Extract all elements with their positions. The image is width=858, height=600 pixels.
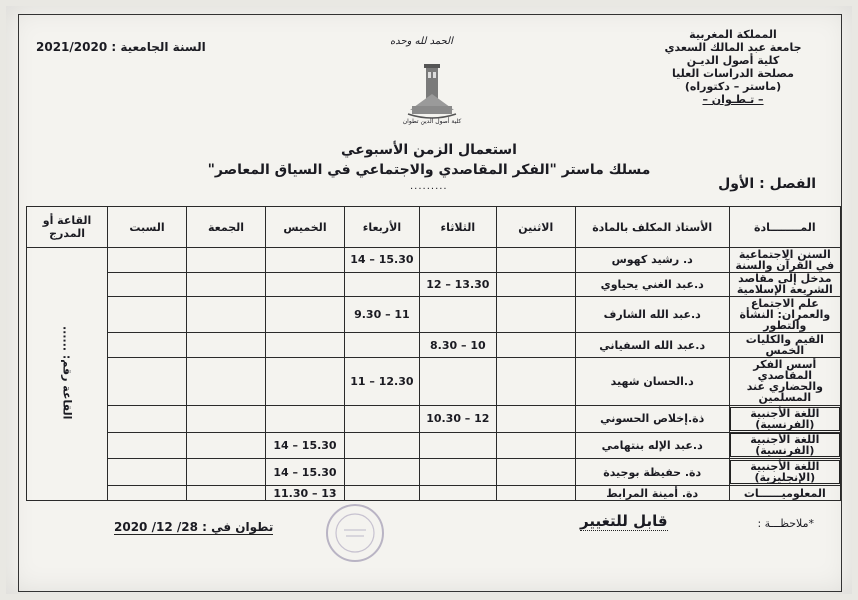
- subject-cell: [729, 297, 840, 333]
- subject-cell: [729, 357, 840, 405]
- official-stamp-icon: [324, 502, 386, 564]
- subject-label: اللغة الأجنبية (الفرنسية): [730, 433, 840, 457]
- hall-label: القاعة رقم: ......: [60, 325, 74, 420]
- time-cell-wed: [344, 333, 419, 358]
- header-tuesday: الثلاثاء: [419, 207, 496, 248]
- subject-cell: [729, 486, 840, 501]
- time-cell-mon: [496, 432, 575, 459]
- table-row: [27, 333, 841, 358]
- time-cell-fri: [187, 432, 266, 459]
- professor-cell: د.عبد الله الشارف: [575, 297, 729, 333]
- time-cell-sat: [108, 333, 187, 358]
- time-cell-wed: [344, 405, 419, 432]
- table-row: [27, 486, 841, 501]
- time-cell-sat: [108, 248, 187, 273]
- subject-label: السنن الاجتماعية في القرآن والسنة: [735, 247, 835, 272]
- subject-cell: [729, 405, 840, 432]
- time-cell-mon: [496, 459, 575, 486]
- time-cell-thu: 14 – 15.30: [265, 432, 344, 459]
- header-monday: الاثنين: [496, 207, 575, 248]
- time-cell-tue: 12 – 13.30: [419, 272, 496, 297]
- professor-cell: ذة.إخلاص الحسوني: [575, 405, 729, 432]
- time-cell-thu: [265, 297, 344, 333]
- time-cell-sat: [108, 357, 187, 405]
- time-cell-wed: 9.30 – 11: [344, 297, 419, 333]
- table-header-row: [27, 207, 841, 248]
- logo-caption: كلية أصول الدين تطوان: [402, 118, 462, 125]
- time-cell-tue: [419, 486, 496, 501]
- time-cell-mon: [496, 272, 575, 297]
- time-cell-tue: 8.30 – 10: [419, 333, 496, 358]
- table-row: [27, 272, 841, 297]
- ministry-line: – تـطـوان –: [702, 93, 764, 106]
- time-cell-wed: 14 – 15.30: [344, 248, 419, 273]
- time-cell-mon: [496, 297, 575, 333]
- time-cell-sat: [108, 297, 187, 333]
- time-cell-tue: [419, 248, 496, 273]
- table-row: [27, 459, 841, 486]
- footer-date: تطوان في : 28/ 12/ 2020: [114, 520, 274, 534]
- time-cell-sat: [108, 405, 187, 432]
- timetable: [26, 206, 841, 501]
- time-cell-fri: [187, 459, 266, 486]
- time-cell-sat: [108, 486, 187, 501]
- table-row: [27, 432, 841, 459]
- subject-label: مدخل إلى مقاصد الشريعة الإسلامية: [736, 272, 833, 297]
- academic-year: [36, 40, 206, 54]
- table-row: [27, 248, 841, 273]
- year-value: 2021/2020: [36, 40, 108, 54]
- header-hall: القاعة أو المدرج: [27, 207, 108, 248]
- time-cell-fri: [187, 248, 266, 273]
- ministry-line: جامعة عبد المالك السعدي: [664, 41, 802, 54]
- time-cell-tue: 10.30 – 12: [419, 405, 496, 432]
- ministry-line: مصلحة الدراسات العليا: [672, 67, 794, 80]
- time-cell-fri: [187, 486, 266, 501]
- header-saturday: السبت: [108, 207, 187, 248]
- time-cell-wed: 11 – 12.30: [344, 357, 419, 405]
- time-cell-wed: [344, 272, 419, 297]
- subject-cell: [729, 272, 840, 297]
- ministry-line: كلية أصول الديـن: [686, 54, 780, 67]
- time-cell-thu: [265, 248, 344, 273]
- time-cell-sat: [108, 272, 187, 297]
- semester-label: الفصل : الأول: [718, 176, 816, 192]
- time-cell-thu: 11.30 – 13: [265, 486, 344, 501]
- time-cell-fri: [187, 333, 266, 358]
- hall-cell: [27, 248, 108, 501]
- subject-label: اللغة الأجنبية (الفرنسية): [730, 407, 840, 431]
- time-cell-wed: [344, 459, 419, 486]
- time-cell-tue: [419, 459, 496, 486]
- time-cell-mon: [496, 333, 575, 358]
- time-cell-thu: 14 – 15.30: [265, 459, 344, 486]
- time-cell-thu: [265, 357, 344, 405]
- ministry-line: (ماستر – دكتوراه): [684, 80, 782, 93]
- time-cell-tue: [419, 432, 496, 459]
- subject-label: أسس الفكر المقاصدي والحضاري عند المسلمين: [746, 358, 823, 405]
- page-title: استعمال الزمن الأسبوعي: [341, 142, 517, 158]
- table-row: [27, 357, 841, 405]
- time-cell-fri: [187, 357, 266, 405]
- time-cell-sat: [108, 459, 187, 486]
- header-subject: المــــــــادة: [729, 207, 840, 248]
- time-cell-fri: [187, 272, 266, 297]
- time-cell-fri: [187, 297, 266, 333]
- year-label: السنة الجامعية :: [111, 40, 206, 54]
- header-wednesday: الأربعاء: [344, 207, 419, 248]
- subject-label: المعلوميــــــات: [743, 486, 826, 500]
- time-cell-thu: [265, 405, 344, 432]
- header-friday: الجمعة: [187, 207, 266, 248]
- time-cell-thu: [265, 272, 344, 297]
- subject-cell: [729, 333, 840, 358]
- header-professor: الأستاذ المكلف بالمادة: [575, 207, 729, 248]
- subject-to-change: قابل للتغيير: [580, 512, 668, 530]
- time-cell-tue: [419, 357, 496, 405]
- subject-label: القيم والكليات الخمس: [745, 333, 824, 358]
- table-row: [27, 405, 841, 432]
- professor-cell: د.عبد الإله بنتهامي: [575, 432, 729, 459]
- ministry-line: المملكة المغربية: [689, 28, 777, 41]
- professor-cell: د. رشيد كهوس: [575, 248, 729, 273]
- professor-cell: دة. أمينة المرابط: [575, 486, 729, 501]
- subject-cell: [729, 459, 840, 486]
- time-cell-thu: [265, 333, 344, 358]
- subject-cell: [729, 248, 840, 273]
- ministry-header: [648, 28, 818, 106]
- program-title: مسلك ماستر "الفكر المقاصدي والاجتماعي في السياق المعاصر": [207, 162, 651, 178]
- footer-note: *ملاحظـــة :: [757, 517, 814, 530]
- time-cell-sat: [108, 432, 187, 459]
- table-row: [27, 297, 841, 333]
- subject-label: اللغة الأجنبية (الإنجليزية): [730, 460, 840, 484]
- subject-cell: [729, 432, 840, 459]
- professor-cell: د.الحسان شهيد: [575, 357, 729, 405]
- professor-cell: دة. حفيظة بوجيدة: [575, 459, 729, 486]
- time-cell-mon: [496, 248, 575, 273]
- time-cell-tue: [419, 297, 496, 333]
- professor-cell: د.عبد الله السفياني: [575, 333, 729, 358]
- basmala-text: الحمد لله وحده: [390, 36, 453, 47]
- time-cell-wed: [344, 486, 419, 501]
- time-cell-wed: [344, 432, 419, 459]
- header-thursday: الخميس: [265, 207, 344, 248]
- time-cell-mon: [496, 357, 575, 405]
- time-cell-mon: [496, 486, 575, 501]
- subject-label: علم الاجتماع والعمران: النشأة والتطور: [739, 297, 831, 333]
- professor-cell: د.عبد الغني يحياوي: [575, 272, 729, 297]
- time-cell-fri: [187, 405, 266, 432]
- time-cell-mon: [496, 405, 575, 432]
- title-dots: .........: [410, 181, 448, 192]
- document-sheet: [6, 6, 852, 594]
